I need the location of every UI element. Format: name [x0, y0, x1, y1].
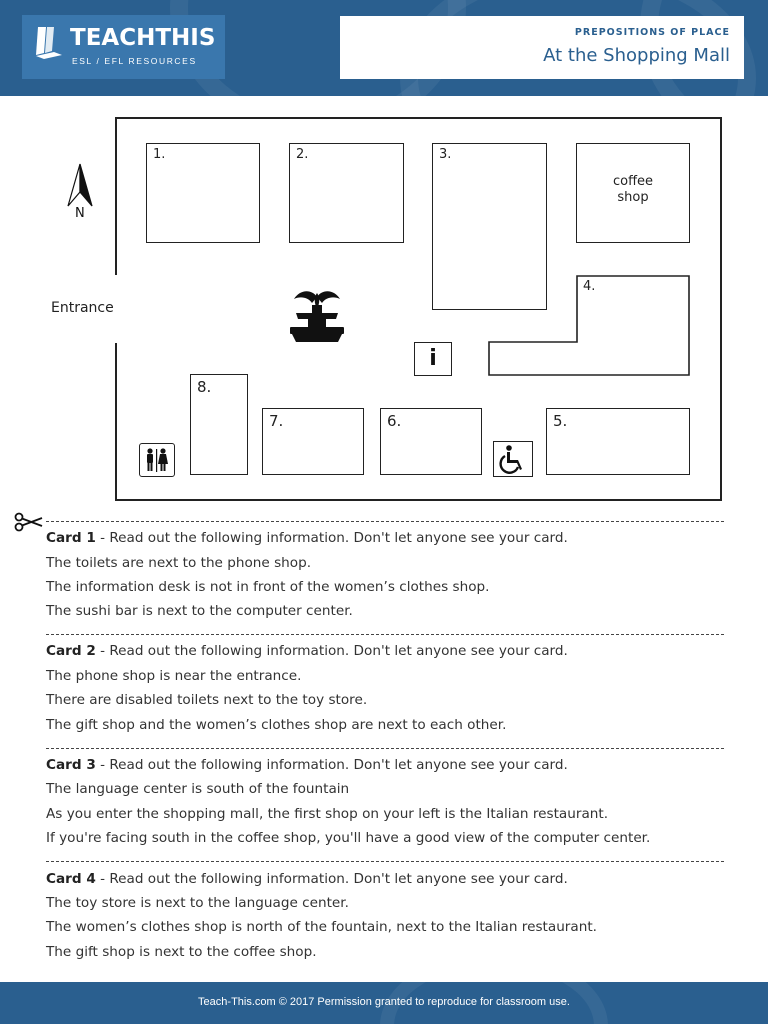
card-clue: The toilets are next to the phone shop. — [46, 555, 312, 571]
shop-5[interactable] — [546, 408, 690, 475]
card-clue: There are disabled toilets next to the toy store. — [46, 692, 368, 708]
card-title: Card 2 — [46, 643, 96, 659]
cut-line — [46, 861, 724, 862]
map-wall-top — [115, 117, 722, 119]
page-footer — [0, 982, 768, 1024]
card-clue: As you enter the shopping mall, the first shop on your left is the Italian restaurant. — [46, 806, 609, 822]
shop-number: 5. — [553, 412, 568, 430]
logo-subtitle: ESL / EFL RESOURCES — [72, 56, 197, 66]
map-wall-bottom — [115, 499, 722, 501]
card-instruction: - Read out the following information. Don't let anyone see your card. — [95, 643, 568, 659]
fountain-icon — [286, 287, 348, 345]
title-panel — [340, 16, 744, 79]
disabled-toilet-icon — [493, 441, 533, 477]
worksheet-category: PREPOSITIONS OF PLACE — [574, 27, 730, 38]
card-heading — [46, 871, 568, 887]
map-wall-left-lower — [115, 343, 117, 501]
cut-line — [46, 748, 724, 749]
brand-logo[interactable] — [22, 15, 225, 79]
page-header — [0, 0, 768, 96]
card-heading — [46, 757, 568, 773]
card-title: Card 4 — [46, 871, 96, 887]
shop-name-line: coffee — [612, 174, 654, 189]
cut-line — [46, 521, 724, 522]
card-clue: The information desk is not in front of the women’s clothes shop. — [46, 579, 490, 595]
shop-number: 4. — [583, 279, 596, 294]
copyright-notice: Teach-This.com © 2017 Permission granted to reproduce for classroom use. — [198, 996, 570, 1008]
card-instruction: - Read out the following information. Don't let anyone see your card. — [95, 871, 568, 887]
book-logo-icon — [34, 25, 64, 61]
compass-label: N — [75, 206, 85, 221]
toilets-glyph — [140, 444, 173, 475]
card-title: Card 3 — [46, 757, 96, 773]
shop-1[interactable] — [146, 143, 260, 243]
shop-number: 3. — [439, 147, 452, 162]
shop-coffee[interactable] — [576, 143, 690, 243]
shop-7[interactable] — [262, 408, 364, 475]
card-clue: The toy store is next to the language center. — [46, 895, 349, 911]
shop-number: 2. — [296, 147, 309, 162]
toilets-icon — [139, 443, 175, 477]
card-clue: If you're facing south in the coffee shop, you'll have a good view of the computer center. — [46, 830, 651, 846]
shop-2[interactable] — [289, 143, 404, 243]
cut-line — [46, 634, 724, 635]
shop-8[interactable] — [190, 374, 248, 475]
map-wall-left-upper — [115, 117, 117, 275]
page-title: At the Shopping Mall — [543, 45, 730, 66]
card-clue: The gift shop and the women’s clothes shop are next to each other. — [46, 717, 507, 733]
entrance-label: Entrance — [51, 300, 114, 316]
wheelchair-glyph — [494, 442, 531, 475]
card-heading — [46, 530, 568, 546]
card-instruction: - Read out the following information. Don't let anyone see your card. — [95, 530, 568, 546]
card-clue: The phone shop is near the entrance. — [46, 668, 302, 684]
logo-text: TEACHTHIS — [70, 25, 216, 51]
shop-6[interactable] — [380, 408, 482, 475]
card-clue: The gift shop is next to the coffee shop. — [46, 944, 317, 960]
information-icon: i — [414, 342, 452, 376]
shop-number: 8. — [197, 378, 212, 396]
card-instruction: - Read out the following information. Don't let anyone see your card. — [95, 757, 568, 773]
shop-number: 6. — [387, 412, 402, 430]
shop-name — [577, 174, 689, 206]
north-arrow-icon — [62, 162, 98, 208]
card-clue: The women’s clothes shop is north of the fountain, next to the Italian restaurant. — [46, 919, 597, 935]
card-clue: The language center is south of the fountain — [46, 781, 350, 797]
shop-number: 7. — [269, 412, 284, 430]
card-title: Card 1 — [46, 530, 96, 546]
card-clue: The sushi bar is next to the computer center. — [46, 603, 353, 619]
shop-number: 1. — [153, 147, 166, 162]
shop-name-line: shop — [617, 190, 649, 205]
card-heading — [46, 643, 568, 659]
map-wall-right — [720, 117, 722, 501]
scissors-icon — [14, 512, 44, 532]
